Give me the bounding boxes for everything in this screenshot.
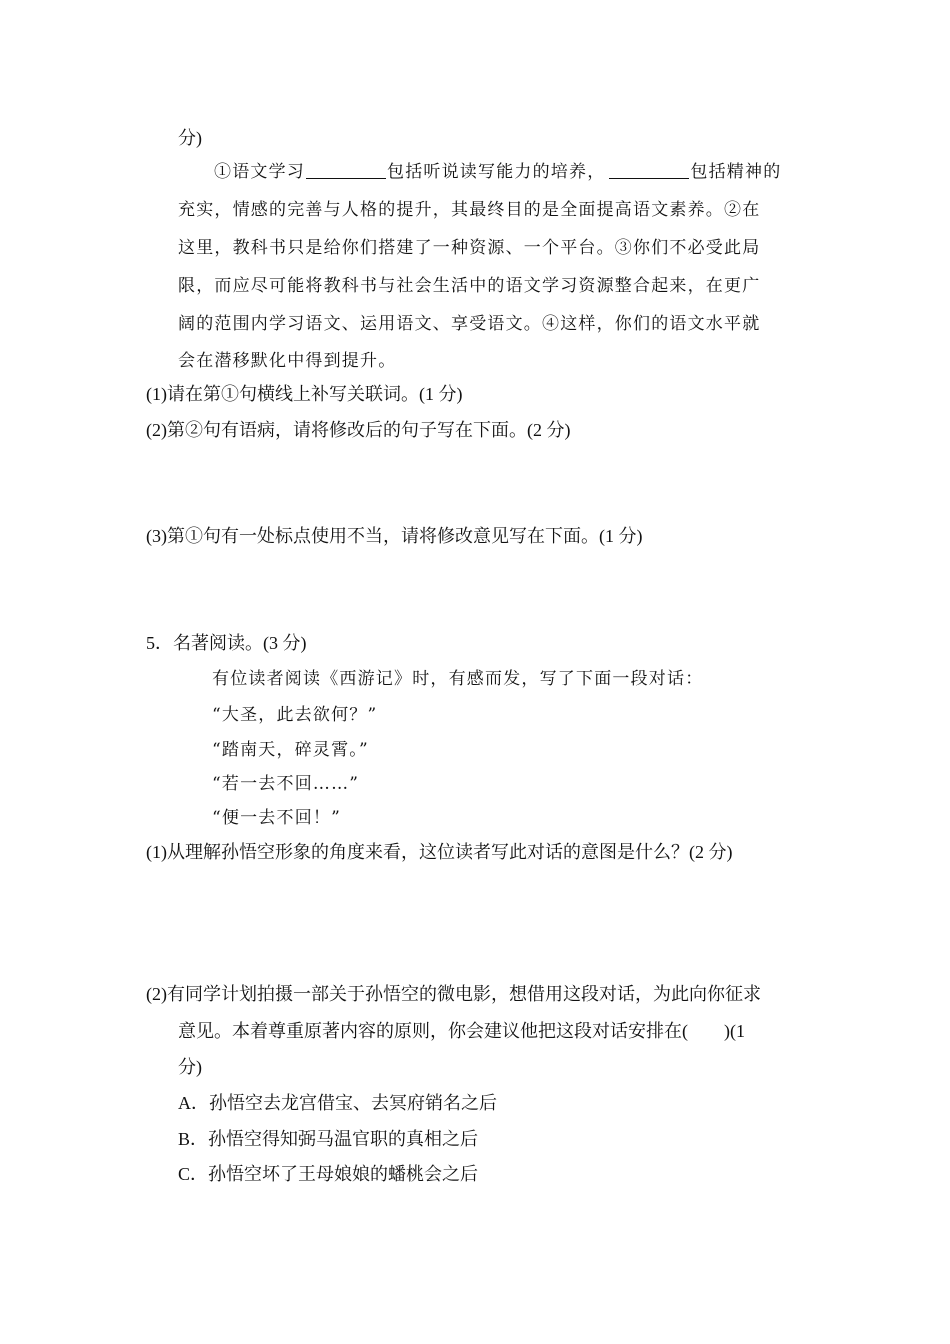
dialogue-line-4: “便一去不回！”	[212, 808, 341, 828]
passage-line-4: 限，而应尽可能将教科书与社会生活中的语文学习资源整合起来，在更广	[178, 276, 761, 296]
dialogue-line-1: “大圣，此去欲何？”	[212, 705, 378, 725]
option-b[interactable]: B．孙悟空得知弼马温官职的真相之后	[178, 1129, 479, 1149]
dialogue-line-3: “若一去不回……”	[212, 774, 360, 794]
option-c[interactable]: C．孙悟空坏了王母娘娘的蟠桃会之后	[178, 1164, 479, 1184]
dialogue-line-2: “踏南天，碎灵霄。”	[212, 740, 369, 760]
fill-blank-1[interactable]	[306, 160, 386, 179]
q5-sub-question-2: (2)有同学计划拍摄一部关于孙悟空的微电影，想借用这段对话，为此向你征求	[146, 984, 761, 1004]
passage-line-2: 充实，情感的完善与人格的提升，其最终目的是全面提高语文素养。②在	[178, 200, 761, 220]
passage-line-5: 阔的范围内学习语文、运用语文、享受语文。④这样，你们的语文水平就	[178, 314, 761, 334]
q5-sub-question-2-cont: 意见。本着尊重原著内容的原则，你会建议他把这段对话安排在( )(1	[178, 1021, 745, 1041]
question-continuation: 分)	[178, 128, 202, 148]
question-5-title: 5．名著阅读。(3 分)	[146, 633, 307, 653]
fill-blank-2[interactable]	[609, 160, 689, 179]
passage-text: 包括精神的	[690, 162, 782, 182]
reading-intro: 有位读者阅读《西游记》时，有感而发，写了下面一段对话：	[212, 669, 704, 689]
passage-text: 包括听说读写能力的培养，	[387, 162, 606, 182]
option-a[interactable]: A．孙悟空去龙宫借宝、去冥府销名之后	[178, 1093, 497, 1113]
passage-line-3: 这里，教科书只是给你们搭建了一种资源、一个平台。③你们不必受此局	[178, 238, 761, 258]
q5-sub-question-2-end: 分)	[178, 1057, 202, 1077]
passage-line-6: 会在潜移默化中得到提升。	[178, 351, 397, 371]
sub-question-1: (1)请在第①句横线上补写关联词。(1 分)	[146, 384, 463, 404]
sub-question-3: (3)第①句有一处标点使用不当，请将修改意见写在下面。(1 分)	[146, 526, 643, 546]
sub-question-2: (2)第②句有语病，请将修改后的句子写在下面。(2 分)	[146, 420, 571, 440]
q5-sub-question-1: (1)从理解孙悟空形象的角度来看，这位读者写此对话的意图是什么？(2 分)	[146, 842, 733, 862]
passage-line-1	[178, 160, 806, 184]
passage-text: ①语文学习	[214, 162, 305, 182]
